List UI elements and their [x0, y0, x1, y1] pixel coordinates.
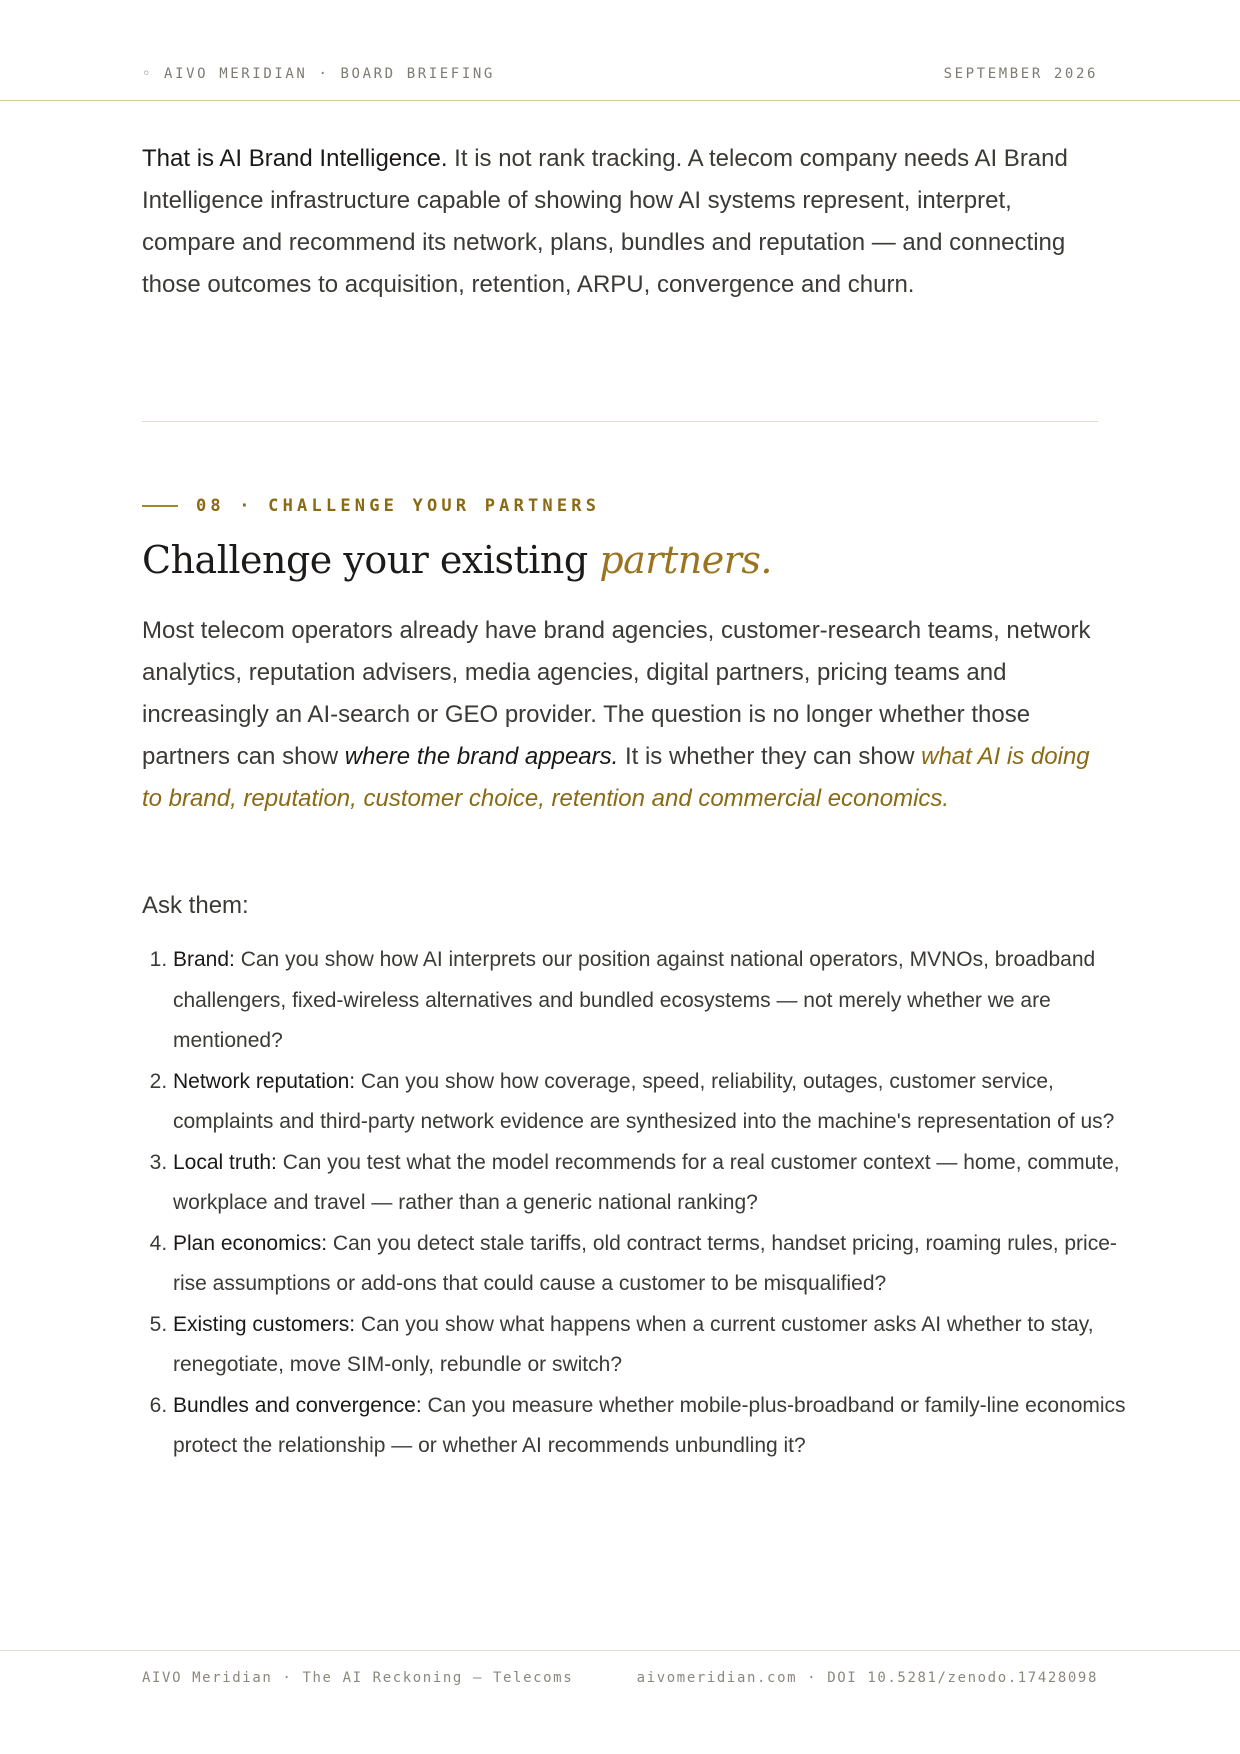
- question-text: Can you detect stale tariffs, old contract terms, handset pricing, roaming rules, price-rise assumptions or add-ons that could cause a customer to be misqualified?: [173, 1231, 1117, 1295]
- section-divider: [142, 421, 1098, 422]
- title-main: Challenge your existing: [142, 538, 600, 582]
- header-brand: ◦ AIVO MERIDIAN · BOARD BRIEFING: [142, 66, 495, 82]
- question-label: Existing customers:: [173, 1312, 356, 1336]
- question-item-local-truth: [173, 1143, 1129, 1224]
- footer-title: AIVO Meridian · The AI Reckoning — Telecoms: [142, 1670, 574, 1686]
- question-list: [142, 940, 1129, 1467]
- footer-divider: [0, 1650, 1240, 1651]
- question-item-plan-economics: [173, 1224, 1129, 1305]
- question-item-existing-customers: [173, 1305, 1129, 1386]
- question-item-network-reputation: [173, 1062, 1129, 1143]
- title-accent: partners.: [599, 538, 772, 582]
- page-footer: [142, 1666, 1098, 1690]
- eyebrow-rule: [142, 505, 178, 507]
- page-header: [142, 62, 1098, 86]
- question-text: Can you show how AI interprets our position against national operators, MVNOs, broadband challengers, fixed-wireless alternatives and bundled ecosystems — not merely whether we are mentioned?: [173, 948, 1096, 1052]
- body-part1: Most telecom operators already have brand agencies, customer-research teams, network analytics, reputation advisers, media agencies, digital partners, pricing teams and increasingly an AI-search or GEO provider. The question is no longer whether those partners can show: [142, 617, 1091, 770]
- section-eyebrow: [142, 494, 600, 518]
- section-title: [142, 532, 772, 588]
- question-label: Brand:: [173, 948, 235, 971]
- question-item-bundles-convergence: [173, 1386, 1129, 1467]
- question-item-brand: [173, 940, 1129, 1062]
- body-emphasis: where the brand appears.: [344, 743, 619, 770]
- header-date: SEPTEMBER 2026: [943, 66, 1098, 82]
- eyebrow-label: 08 · CHALLENGE YOUR PARTNERS: [196, 496, 601, 516]
- intro-paragraph: [142, 138, 1098, 306]
- question-text: Can you show what happens when a current customer asks AI whether to stay, renegotiate, move SIM-only, rebundle or switch?: [173, 1312, 1094, 1376]
- header-divider: [0, 100, 1240, 101]
- question-text: Can you test what the model recommends for a real customer context — home, commute, workplace and travel — rather than a generic national ranking?: [173, 1150, 1120, 1214]
- question-label: Local truth:: [173, 1150, 277, 1174]
- question-label: Plan economics:: [173, 1231, 328, 1255]
- footer-doi: aivomeridian.com · DOI 10.5281/zenodo.17428098: [636, 1670, 1098, 1686]
- question-label: Bundles and convergence:: [173, 1393, 422, 1417]
- body-part2: It is whether they can show: [618, 743, 922, 770]
- section-body: [142, 610, 1098, 820]
- ask-them-label: Ask them:: [142, 892, 249, 919]
- question-text: Can you measure whether mobile-plus-broadband or family-line economics protect the relationship — or whether AI recommends unbundling it?: [173, 1393, 1126, 1457]
- intro-lead: That is AI Brand Intelligence.: [142, 145, 448, 172]
- question-text: Can you show how coverage, speed, reliability, outages, customer service, complaints and third-party network evidence are synthesized into the machine's representation of us?: [173, 1069, 1115, 1133]
- intro-text: It is not rank tracking. A telecom company needs AI Brand Intelligence infrastructure capable of showing how AI systems represent, interpret, compare and recommend its network, plans, bundles and reputation — and connecting those outcomes to acquisition, retention, ARPU, convergence and churn.: [142, 145, 1068, 298]
- body-highlight: what AI is doing to brand, reputation, customer choice, retention and commercial economics.: [142, 743, 1090, 812]
- question-label: Network reputation:: [173, 1069, 356, 1093]
